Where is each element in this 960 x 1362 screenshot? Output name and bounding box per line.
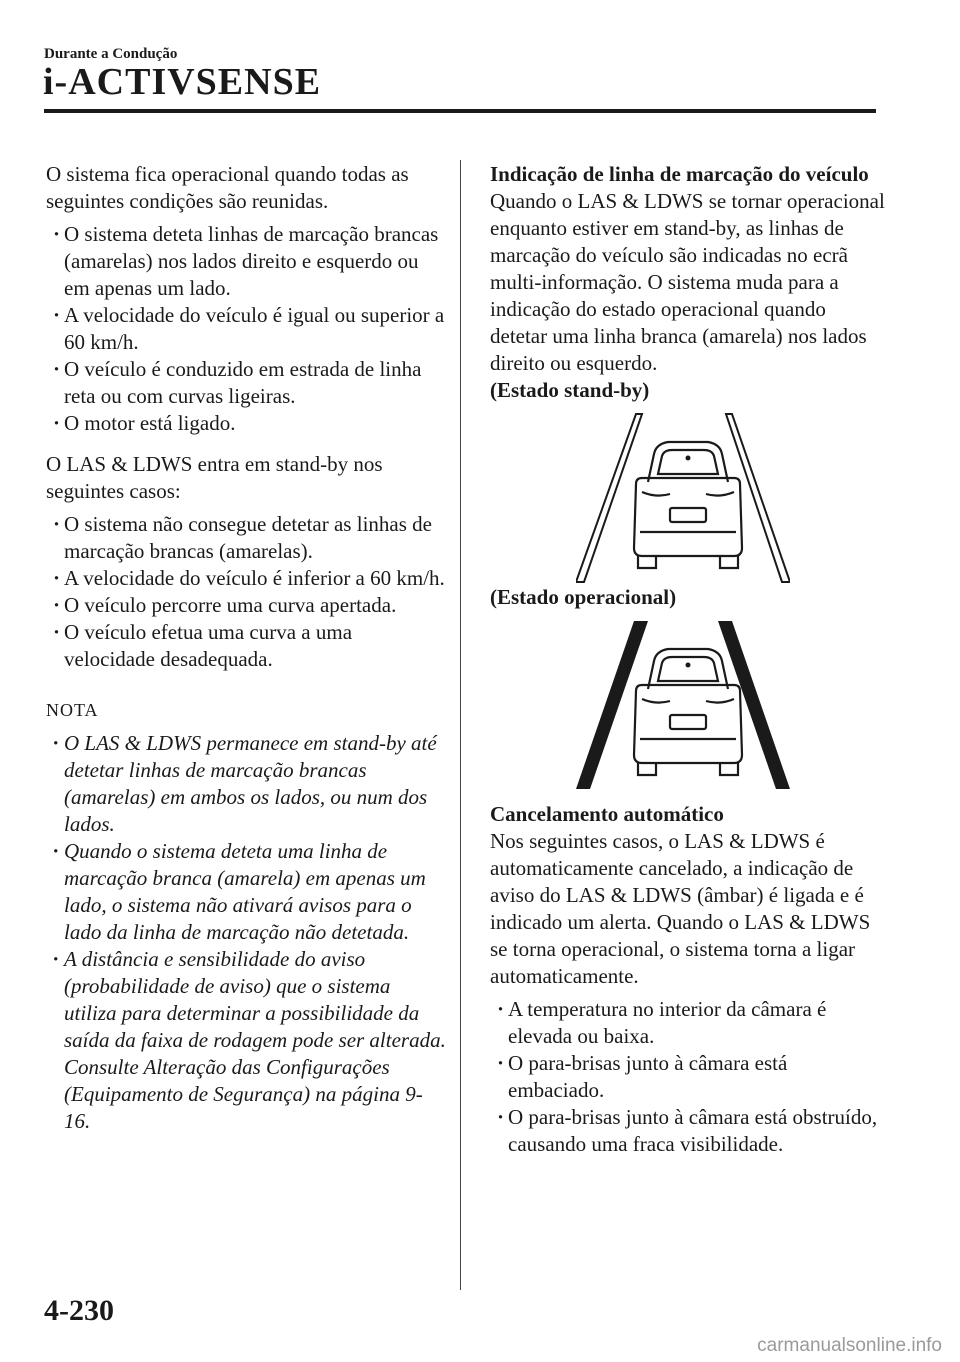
cancel-cases-list — [490, 996, 885, 1158]
section-label: Durante a Condução — [44, 46, 178, 62]
nota-item-text: A distância e sensibilidade do aviso (probabilidade de aviso) que o sistema utiliza para determinar a possibilidade da saída da faixa de rodagem pode ser alterada. — [64, 947, 446, 1052]
page-number: 4-230 — [44, 1294, 114, 1327]
list-item — [46, 946, 446, 1135]
list-item: · O veículo percorre uma curva apertada. — [46, 592, 446, 619]
indicator-text: Quando o LAS & LDWS se tornar operacional enquanto estiver em stand-by, as linhas de marcação do veículo são indicadas no ecrã multi-informação. O sistema muda para a indicação do estado operacional quando detetar uma linha branca (amarela) nos lados direito ou esquerdo. — [490, 189, 885, 375]
list-item: · A temperatura no interior da câmara é elevada ou baixa. — [490, 996, 885, 1050]
list-item: · O veículo é conduzido em estrada de linha reta ou com curvas ligeiras. — [46, 356, 446, 410]
list-item: · O LAS & LDWS permanece em stand-by até detetar linhas de marcação brancas (amarelas) em ambos os lados, ou num dos lados. — [46, 730, 446, 838]
list-item: · O para-brisas junto à câmara está obstruído, causando uma fraca visibilidade. — [490, 1104, 885, 1158]
nota-reference: Consulte Alteração das Configurações (Equipamento de Segurança) na página 9-16. — [64, 1055, 423, 1133]
list-item: · O sistema deteta linhas de marcação brancas (amarelas) nos lados direito e esquerdo ou em apenas um lado. — [46, 221, 446, 302]
watermark: carmanualsonline.info — [757, 1335, 942, 1356]
car-rear-icon — [634, 442, 742, 568]
standby-cases-list — [46, 511, 446, 673]
list-item: · A velocidade do veículo é igual ou superior a 60 km/h. — [46, 302, 446, 356]
standby-state-label: (Estado stand-by) — [490, 378, 650, 402]
conditions-intro: O sistema fica operacional quando todas as seguintes condições são reunidas. — [46, 162, 409, 213]
chapter-title: i-ACTIVSENSE — [43, 61, 322, 103]
nota-label: NOTA — [46, 700, 99, 720]
operational-state-figure — [576, 619, 790, 791]
cancel-text: Nos seguintes casos, o LAS & LDWS é automaticamente cancelado, a indicação de aviso do LAS & LDWS (âmbar) é ligada e é indicado um alerta. Quando o LAS & LDWS se torna operacional, o sistema torna a ligar automaticamente. — [490, 829, 871, 988]
list-item: · O para-brisas junto à câmara está embaciado. — [490, 1050, 885, 1104]
column-divider — [460, 160, 461, 1290]
standby-state-figure — [576, 412, 790, 584]
list-item: · O sistema não consegue detetar as linhas de marcação brancas (amarelas). — [46, 511, 446, 565]
list-item: · O motor está ligado. — [46, 410, 446, 437]
indicator-heading: Indicação de linha de marcação do veículo — [490, 162, 869, 186]
car-rear-icon — [634, 649, 742, 775]
list-item: · Quando o sistema deteta uma linha de marcação branca (amarela) em apenas um lado, o sistema não ativará avisos para o lado da linha de marcação não detetada. — [46, 838, 446, 946]
conditions-list — [46, 221, 446, 437]
header-rule — [44, 109, 876, 113]
list-item: · O veículo efetua uma curva a uma velocidade desadequada. — [46, 619, 446, 673]
cancel-heading: Cancelamento automático — [490, 802, 724, 826]
right-column — [490, 161, 885, 1158]
standby-intro: O LAS & LDWS entra em stand-by nos seguintes casos: — [46, 452, 383, 503]
operational-state-label: (Estado operacional) — [490, 585, 677, 609]
nota-list — [46, 730, 446, 1135]
list-item: · A velocidade do veículo é inferior a 60 km/h. — [46, 565, 446, 592]
left-lane-line-outline — [576, 414, 642, 582]
left-column — [46, 161, 446, 1135]
